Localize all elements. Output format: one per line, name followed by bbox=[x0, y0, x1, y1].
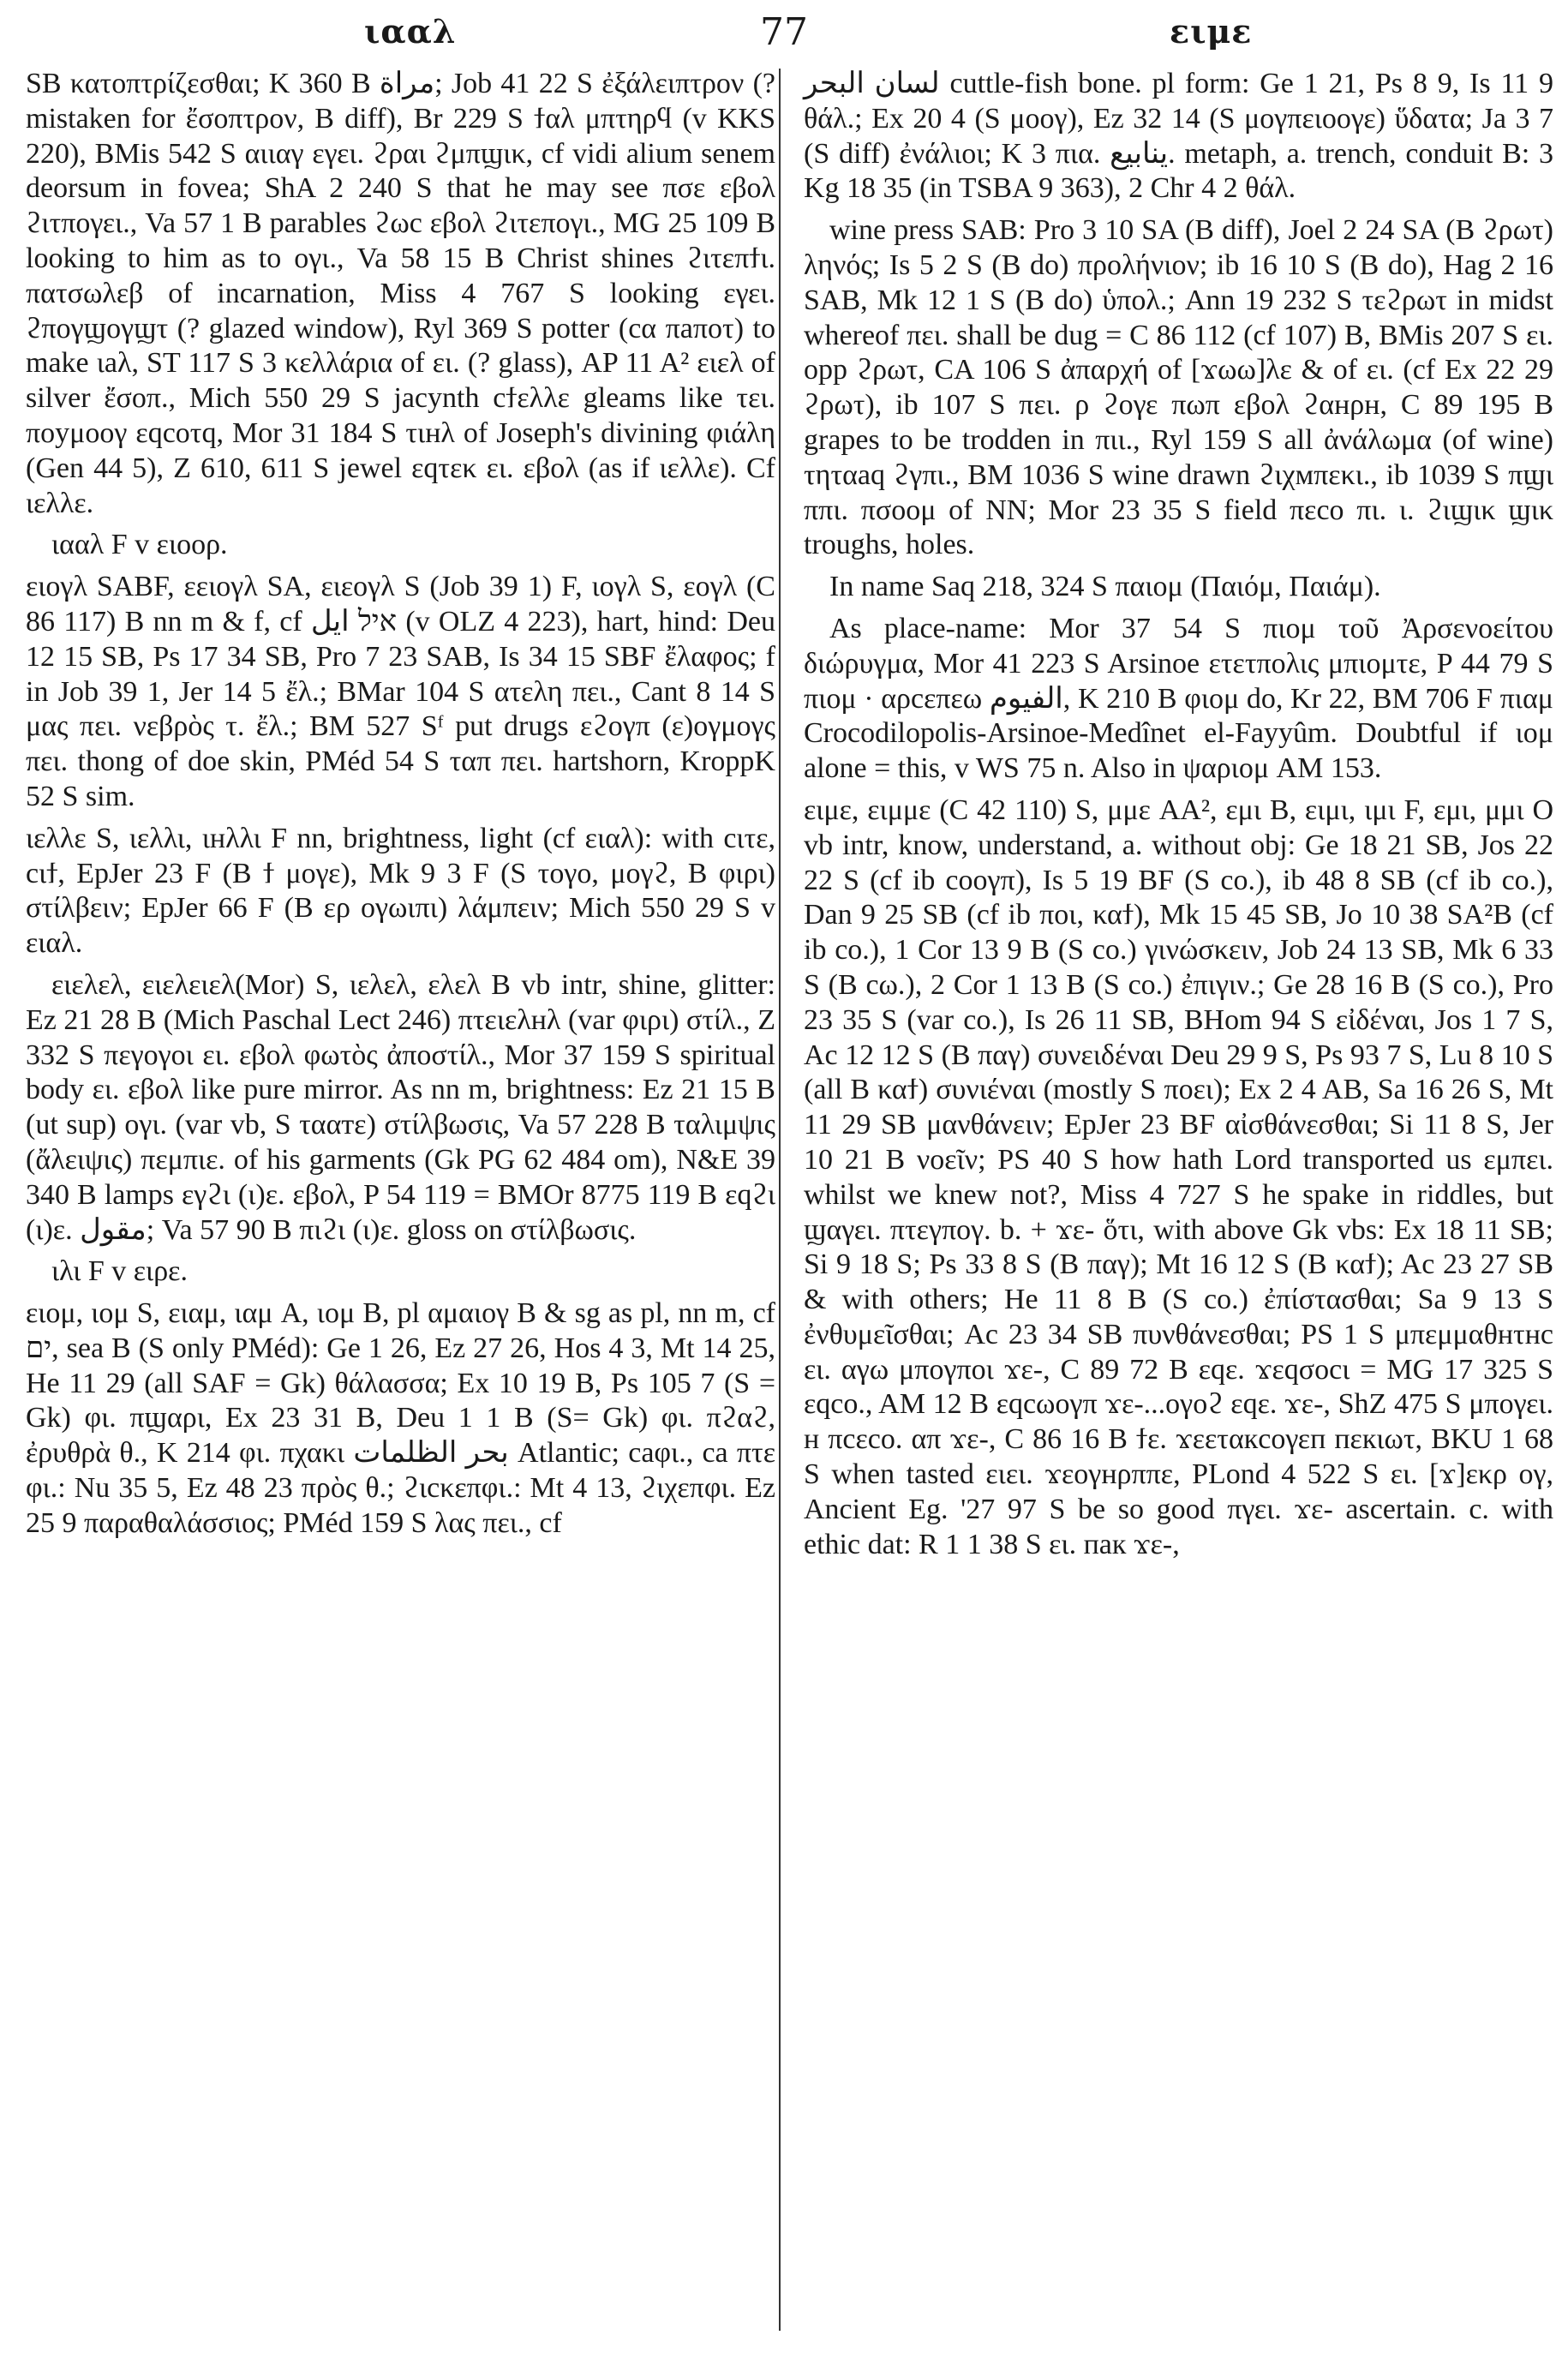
dictionary-entry: As place-name: Mor 37 54 S πιομ τοῦ Ἀρσενοείτου διώρυγμα, Mor 41 223 S Arsinoe ετετπολις μπιομτε, P 44 79 S πιομ · αρcεπεω الفيوم, K 210 B φιομ do, Kr 22, BM 706 F πιαμ Crocodilopolis-Arsinoe-Medînet el-Fayyûm. Doubtful if ιομ alone = this, v WS 75 n. Also in ψαριομ AM 153. bbox=[804, 612, 1553, 785]
dictionary-entry: ιλι F v ειρε. bbox=[51, 1255, 188, 1288]
dictionary-entry: wine press SAB: Pro 3 10 SA (B diff), Joel 2 24 SA (B ϩρωτ) ληνός; Is 5 2 S (B do) προλήνιον; ib 16 10 S (B do), Hag 2 16 SAB, Mk 12 1 S (B do) ὑπολ.; Ann 19 232 S τεϩρωτ in midst whereof πει. shall be dug = C 86 112 (cf 107) B, BMis 207 S ει. opp ϩρωτ, CA 106 S ἀπαρχή of [ϫωω]λε & of ει. (cf Ex 22 29 ϩρωτ), ib 107 S πει. ρ ϩογε πωπ εβολ ϩαнρн, C 89 195 B grapes to be trodden in πιι., Ryl 159 S all ἀνάλωμα (of wine) τηταaq ϩγπι., BM 1036 S wine drawn ϩιχмπεκι., ib 1039 S πϣι ππι. πσοομ of NN; Mor 23 35 S field πεcο πι. ι. ϩιϣικ ϣικ troughs, holes. bbox=[804, 214, 1553, 561]
dictionary-entry: ιελλε S, ιελλι, ιнλλι F nn, brightness, light (cf ειαλ): with cιτε, cιϯ, EpJer 23 F (B ϯ μογε), Mk 9 3 F (S τογο, μογϩ, B φιρι) στίλβειν; EpJer 66 F (B ερ ογωιπι) λάμπειν; Mich 550 29 S v ειαλ. bbox=[26, 822, 775, 960]
dictionary-entry: In name Saq 218, 324 S παιομ (Παιόμ, Παιάμ). bbox=[829, 571, 1381, 603]
dictionary-entry: ειομ, ιομ S, ειαμ, ιαμ A, ιομ B, pl αμαιογ B & sg as pl, nn m, cf ים, sea B (S only PMéd): Ge 1 26, Ez 27 26, Hos 4 3, Mt 14 25, He 11 29 (all SAF = Gk) θάλασσα; Ex 10 19 B, Ps 105 7 (S = Gk) φι. πϣαρι, Ex 23 31 B, Deu 1 1 B (S= Gk) φι. πϩαϩ, ἐρυθρὰ θ., K 214 φι. πχακι بحر الظلمات Atlantic; caφι., ca πτε φι.: Nu 35 5, Ez 48 23 πρὸς θ.; ϩιcκεπφι.: Mt 4 13, ϩιχεπφι. Ez 25 9 παραθαλάσσιος; PMéd 159 S λας πει., cf bbox=[26, 1297, 775, 1539]
dictionary-entry: SB κατοπτρίζεσθαι; K 360 B مراة; Job 41 22 S ἐξάλειπτρον (? mistaken for ἔσοπτρον, B diff), Br 229 S ϯαλ μπτηρϥ (v KKS 220), BMis 542 S αιιαγ εγει. ϩραι ϩμπϣικ, cf vidi alium senem deorsum in fovea; ShA 2 240 S that he may see πσε εβολ ϩιτπογει., Va 57 1 B parables ϩωc εβολ ϩιτεπογι., MG 25 109 B looking to him as to ογι., Va 58 15 B Christ shines ϩιτεπϯι. πατσωλεβ of incarnation, Miss 4 767 S looking εγει. ϩπογϣογϣτ (? glazed window), Ryl 369 S potter (cα πaποτ) to make ιaλ, ST 117 S 3 κελλάρια of ει. (? glass), AP 11 A² ειελ of silver ἔσοπ., Mich 550 29 S jacynth cϯελλε gleams like τει. ποyμοογ εqcοτq, Mor 31 184 S τιнλ of Joseph's divining φιάλη (Gen 44 5), Z 610, 611 S jewel εqτεκ ει. εβολ (as if ιελλε). Cf ιελλε. bbox=[26, 68, 775, 519]
page-header bbox=[26, 12, 1542, 63]
dictionary-entry: ειογλ SABF, εειογλ SA, ειεογλ S (Job 39 1) F, ιογλ S, εογλ (C 86 117) B nn m & f, cf איל ايل (v OLZ 4 223), hart, hind: Deu 12 15 SB, Ps 17 34 SB, Pro 7 23 SAB, Is 34 15 SBF ἔλαφος; f in Job 39 1, Jer 14 5 ἔλ.; BMar 104 S ατελη πει., Cant 8 14 S μας πει. νεβρὸς τ. ἔλ.; BM 527 Sᶠ put drugs εϩογπ (ε)ογμογς πει. thong of doe skin, PMéd 54 S ταπ πει. hartshorn, KroppK 52 S sim. bbox=[26, 571, 775, 812]
dictionary-entry: ιααλ F v ειοορ. bbox=[51, 529, 228, 561]
dictionary-entry: لسان البحر cuttle-fish bone. pl form: Ge 1 21, Ps 8 9, Is 11 9 θάλ.; Ex 20 4 (S μοογ), Ez 32 14 (S μογπειοογε) ὕδατα; Ja 3 7 (S diff) ἐνάλιοι; K 3 πια. ينابيع. metaph, a. trench, conduit B: 3 Kg 18 35 (in TSBA 9 363), 2 Chr 4 2 θάλ. bbox=[804, 68, 1554, 205]
dictionary-entry: ειμε, ειμμε (C 42 110) S, μμε AA², εμι B, ειμι, ιμι F, εμι, μμι O vb intr, know, understand, a. without obj: Ge 18 21 SB, Jos 22 22 S (cf ib cooγπ), Is 5 19 BF (S co.), ib 48 8 SB (cf ib co.), Dan 9 25 SB (cf ib ποι, καϯ), Mk 15 45 SB, Jo 10 38 SA²B (cf ib co.), 1 Cor 13 9 B (S co.) γινώσκειν, Job 24 13 SB, Mk 6 33 S (B cω.), 2 Cor 1 13 B (S co.) ἐπιγιν.; Ge 28 16 B (S co.), Pro 23 35 S (var co.), Is 26 11 SB, BHom 94 S εἰδέναι, Jos 1 7 S, Ac 12 12 S (B παγ) συνειδέναι Deu 29 9 S, Ps 93 7 S, Lu 8 10 S (all B καϯ) συνιέναι (mostly S ποει); Ex 2 4 AB, Sa 16 26 S, Mt 11 29 SB μανθάνειν; EpJer 23 BF αἰσθάνεσθαι; Si 11 8 S, Jer 10 21 B νοεῖν; PS 40 S how hath Lord transported us εμπει. whilst we knew not?, Miss 4 727 S he spake in riddles, but ϣαγει. πτεγπογ. b. + ϫε- ὅτι, with above Gk vbs: Ex 18 11 SB; Si 9 18 S; Ps 33 8 S (B παγ); Mt 16 12 S (B καϯ); Ac 23 27 SB & with others; He 11 8 B (S co.) ἐπίστασθαι; Sa 9 13 S ἐνθυμεῖσθαι; Ac 23 34 SB πυνθάνεσθαι; PS 1 S μπεμμαθнτнc ει. αγω μπογποι ϫε-, C 89 72 B εqε. ϫεqσοcι = MG 17 325 S εqco., AM 12 B εqcωογπ ϫε-...ογοϩ εqε. ϫε-, ShZ 475 S μπογει. н πcεcο. απ ϫε-, C 86 16 B ϯε. ϫεεταкcογεп пεкιωτ, BKU 1 68 S when tasted ειει. ϫεογнρππε, PLond 4 522 S ει. [ϫ]εκρ ογ, Ancient Eg. '27 97 S be so good πγει. ϫε- ascertain. c. with ethic dat: R 1 1 38 S ει. пак ϫε-, bbox=[804, 793, 1553, 1560]
left-column bbox=[26, 67, 775, 1548]
column-divider bbox=[779, 69, 781, 2331]
right-running-head: ειμε bbox=[1170, 12, 1253, 51]
page-number: 77 bbox=[760, 10, 808, 54]
dictionary-entry: ειελελ, ειελειελ(Mor) S, ιελελ, ελελ B vb intr, shine, glitter: Ez 21 28 B (Mich Paschal Lect 246) πτειελнλ (var φιρι) στίλ., Z 332 S πεγογοι ει. εβολ φωτὸς ἀποστίλ., Mor 37 159 S spiritual body ει. εβολ like pure mirror. As nn m, brightness: Ez 21 15 B (ut sup) ογι. (var vb, S τααтε) στίλβωσις, Va 57 228 B ταλιμψις (ἄλειψις) πεμπιε. of his garments (Gk PG 62 484 om), N&E 39 340 B lamps εγϩι (ι)ε. εβολ, P 54 119 = BMOr 8775 119 B εqϩι (ι)ε. مقول; Va 57 90 B πιϩι (ι)ε. gloss on στίλβωσις. bbox=[26, 968, 775, 1246]
left-running-head: ιααλ bbox=[364, 12, 457, 51]
right-column bbox=[804, 67, 1553, 1569]
